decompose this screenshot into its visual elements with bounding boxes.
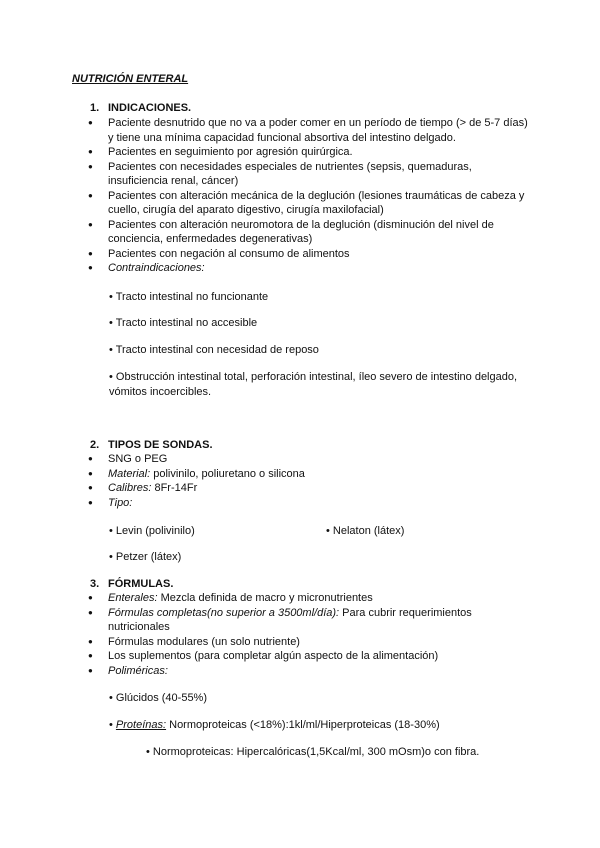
list-item-calibres [88,481,528,496]
tipo-item: • Petzer (látex) [109,551,182,563]
list-item-enterales [88,591,528,606]
section-heading-indicaciones [90,101,191,116]
tipo-item: • Nelaton (látex) [326,525,405,537]
normoproteicas-item: • Normoproteicas: Hipercalóricas(1,5Kcal/ml, 300 mOsm)o con fibra. [146,746,480,758]
document-title: NUTRICIÓN ENTERAL [72,73,189,85]
glucidos-item: • Glúcidos (40-55%) [109,692,208,704]
proteinas-item [109,718,529,733]
list-item-material [88,467,528,482]
contra-item: • Tracto intestinal no funcionante [109,291,269,303]
list-item: ● Paciente desnutrido que no va a poder comer en un período de tiempo (> de 5-7 días) y tiene una mínima capacidad funcional absortiva del intestino delgado. [88,116,528,145]
contra-item: • Obstrucción intestinal total, perforación intestinal, íleo severo de intestino delgado, vómitos incoercibles. [109,371,518,398]
indicaciones-list [88,116,528,276]
section-number: 1. [90,102,100,114]
list-item: ● Los suplementos (para completar algún aspecto de la alimentación) [88,649,528,664]
section-number: 3. [90,578,100,590]
list-item-completas [88,606,528,635]
section-title: TIPOS DE SONDAS. [108,439,213,451]
section-number: 2. [90,439,100,451]
section-heading-formulas [90,577,173,592]
list-item: ● Pacientes con necesidades especiales de nutrientes (sepsis, quemaduras, insuficiencia renal, cáncer) [88,160,528,189]
proteinas-bullet: • [109,719,116,731]
section-title: INDICACIONES. [108,102,192,114]
contraindicaciones-label: Contraindicaciones: [108,262,205,274]
proteinas-value: Normoproteicas (<18%):1kl/ml/Hiperproteicas (18-30%) [166,719,440,731]
material-value: polivinilo, poliuretano o silicona [150,467,305,480]
calibres-label: Calibres: [108,482,152,494]
tipo-item: • Levin (polivinilo) [109,525,195,537]
enterales-value: Mezcla definida de macro y micronutrientes [157,592,373,604]
completas-label: Fórmulas completas(no superior a 3500ml/día): [108,606,340,619]
formulas-list [88,591,528,678]
proteinas-label: Proteínas: [115,719,167,731]
sondas-list [88,452,528,510]
list-item: ● SNG o PEG [88,452,528,467]
list-item: ● Pacientes con alteración mecánica de la deglución (lesiones traumáticas de cabeza y cuello, cirugía del aparato digestivo, cirugía maxilofacial) [88,189,528,218]
list-item: ● Pacientes con alteración neuromotora de la deglución (disminución del nivel de conciencia, enfermedades degenerativas) [88,218,528,247]
contra-item: • Tracto intestinal con necesidad de reposo [109,344,319,356]
list-item-tipo [88,496,528,511]
calibres-value: 8Fr-14Fr [151,482,198,494]
tipo-label: Tipo: [108,496,133,509]
list-item: ● Fórmulas modulares (un solo nutriente) [88,635,528,650]
list-item-polimericas [88,664,528,679]
list-item: ● Pacientes con negación al consumo de alimentos [88,247,528,262]
contra-item: • Tracto intestinal no accesible [109,317,258,329]
section-heading-sondas [90,438,213,453]
polimericas-label: Poliméricas: [108,664,168,677]
completas-value: Para cubrir requerimientos nutricionales [108,606,472,633]
section-title: FÓRMULAS. [108,578,174,590]
enterales-label: Enterales: [108,592,158,604]
material-label: Material: [108,467,151,480]
list-item-contraindicaciones [88,261,528,276]
list-item: ● Pacientes en seguimiento por agresión quirúrgica. [88,145,528,160]
